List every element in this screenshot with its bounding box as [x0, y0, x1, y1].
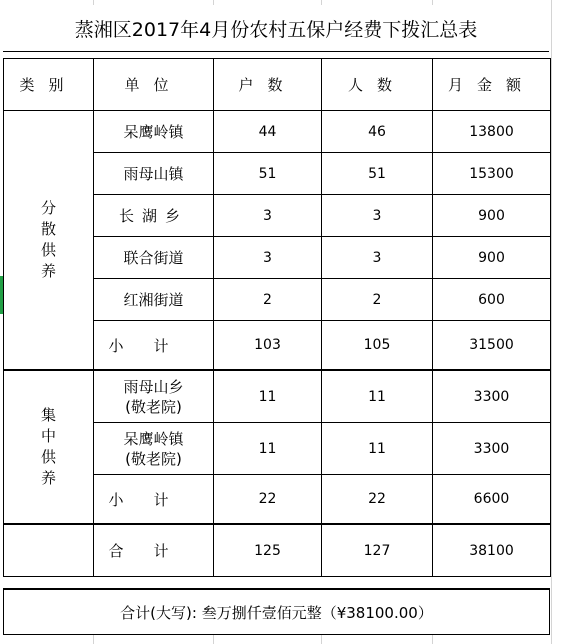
amount-cell[interactable]: 38100 — [433, 524, 551, 577]
table-row — [4, 370, 551, 423]
unit-cell[interactable]: 长湖乡 — [94, 195, 214, 237]
persons-cell[interactable]: 2 — [322, 279, 433, 321]
amount-cell[interactable]: 600 — [433, 279, 551, 321]
amount-cell[interactable]: 900 — [433, 195, 551, 237]
persons-cell[interactable]: 51 — [322, 153, 433, 195]
spreadsheet-sheet — [3, 5, 549, 635]
persons-cell[interactable]: 22 — [322, 475, 433, 525]
persons-cell[interactable]: 105 — [322, 321, 433, 371]
header-cell-households[interactable]: 户数 — [214, 59, 322, 111]
households-cell[interactable]: 44 — [214, 111, 322, 153]
persons-cell[interactable]: 11 — [322, 370, 433, 423]
households-cell[interactable]: 2 — [214, 279, 322, 321]
table-row — [4, 111, 551, 153]
unit-cell[interactable]: 呆鹰岭镇 (敬老院) — [94, 423, 214, 475]
table-header-row — [4, 59, 551, 111]
header-cell-amount[interactable]: 月金额 — [433, 59, 551, 111]
summary-table — [3, 58, 551, 577]
amount-cell[interactable]: 3300 — [433, 423, 551, 475]
amount-cell[interactable]: 3300 — [433, 370, 551, 423]
amount-cell[interactable]: 31500 — [433, 321, 551, 371]
persons-cell[interactable]: 46 — [322, 111, 433, 153]
gridline — [551, 0, 552, 644]
households-cell[interactable]: 125 — [214, 524, 322, 577]
households-cell[interactable]: 11 — [214, 423, 322, 475]
header-cell-persons[interactable]: 人数 — [322, 59, 433, 111]
subtotal-label[interactable]: 小计 — [94, 475, 214, 525]
header-cell-category[interactable]: 类别 — [4, 59, 94, 111]
unit-cell[interactable]: 雨母山乡 (敬老院) — [94, 370, 214, 423]
persons-cell[interactable]: 11 — [322, 423, 433, 475]
unit-cell[interactable]: 呆鹰岭镇 — [94, 111, 214, 153]
total-row — [4, 524, 551, 577]
unit-cell[interactable]: 雨母山镇 — [94, 153, 214, 195]
amount-cell[interactable]: 15300 — [433, 153, 551, 195]
persons-cell[interactable]: 3 — [322, 195, 433, 237]
header-cell-unit[interactable]: 单位 — [94, 59, 214, 111]
page-title: 蒸湘区2017年4月份农村五保户经费下拨汇总表 — [3, 5, 549, 52]
households-cell[interactable]: 22 — [214, 475, 322, 525]
subtotal-label[interactable]: 小计 — [94, 321, 214, 371]
persons-cell[interactable]: 127 — [322, 524, 433, 577]
unit-cell[interactable]: 联合街道 — [94, 237, 214, 279]
category-cell-centralized[interactable]: 集 中 供 养 — [4, 370, 94, 524]
households-cell[interactable]: 11 — [214, 370, 322, 423]
households-cell[interactable]: 103 — [214, 321, 322, 371]
households-cell[interactable]: 3 — [214, 195, 322, 237]
unit-cell[interactable]: 红湘街道 — [94, 279, 214, 321]
total-label[interactable]: 合计 — [94, 524, 214, 577]
total-in-words[interactable]: 合计(大写): 叁万捌仟壹佰元整（¥38100.00） — [3, 588, 550, 635]
households-cell[interactable]: 51 — [214, 153, 322, 195]
amount-cell[interactable]: 6600 — [433, 475, 551, 525]
amount-cell[interactable]: 900 — [433, 237, 551, 279]
persons-cell[interactable]: 3 — [322, 237, 433, 279]
households-cell[interactable]: 3 — [214, 237, 322, 279]
category-cell-dispersed[interactable]: 分 散 供 养 — [4, 111, 94, 371]
amount-cell[interactable]: 13800 — [433, 111, 551, 153]
total-category-cell[interactable] — [4, 524, 94, 577]
